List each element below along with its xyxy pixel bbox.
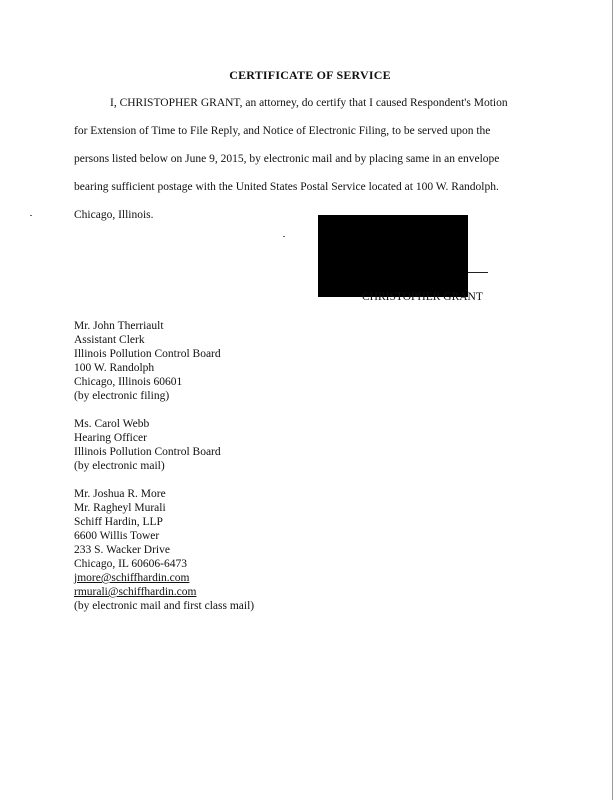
recipient-line: Assistant Clerk: [74, 334, 145, 346]
recipient-line: Illinois Pollution Control Board: [74, 348, 221, 360]
scan-speck: [283, 236, 285, 237]
body-line-4: bearing sufficient postage with the United States Postal Service located at 100 W. Randolph.: [74, 181, 499, 193]
email-link[interactable]: jmore@schiffhardin.com: [74, 572, 190, 584]
body-line-5: Chicago, Illinois.: [74, 209, 154, 221]
recipient-line: Chicago, IL 60606-6473: [74, 558, 187, 570]
delivery-method: (by electronic mail and first class mail): [74, 600, 255, 612]
scan-speck: [30, 215, 32, 216]
body-line-2: for Extension of Time to File Reply, and Notice of Electronic Filing, to be served upon the: [74, 125, 491, 137]
page-edge-line: [612, 0, 613, 800]
recipient-block-3: [74, 487, 254, 613]
recipient-line: Ms. Carol Webb: [74, 418, 150, 430]
recipient-line: (by electronic mail): [74, 460, 165, 472]
recipient-block-2: [74, 417, 221, 473]
recipient-line: Hearing Officer: [74, 432, 147, 444]
recipient-block-1: [74, 319, 221, 403]
recipient-line: Chicago, Illinois 60601: [74, 376, 183, 388]
signature-line: [468, 272, 488, 273]
recipient-line: Mr. Ragheyl Murali: [74, 502, 166, 514]
recipient-line: Mr. Joshua R. More: [74, 488, 166, 500]
document-heading: CERTIFICATE OF SERVICE: [229, 68, 391, 82]
recipient-line: (by electronic filing): [74, 390, 170, 402]
recipient-line: Schiff Hardin, LLP: [74, 516, 163, 528]
recipient-line: 100 W. Randolph: [74, 362, 155, 374]
redacted-signature: [318, 215, 468, 297]
body-line-3: persons listed below on June 9, 2015, by electronic mail and by placing same in an envelope: [74, 153, 500, 165]
recipient-line: 233 S. Wacker Drive: [74, 544, 170, 556]
recipient-line: Mr. John Therriault: [74, 320, 164, 332]
signature-name: CHRISTOPHER GRANT: [362, 291, 483, 303]
recipient-line: Illinois Pollution Control Board: [74, 446, 221, 458]
recipient-line: 6600 Willis Tower: [74, 530, 160, 542]
email-link[interactable]: rmurali@schiffhardin.com: [74, 586, 197, 598]
body-line-1: I, CHRISTOPHER GRANT, an attorney, do certify that I caused Respondent's Motion: [110, 97, 508, 109]
